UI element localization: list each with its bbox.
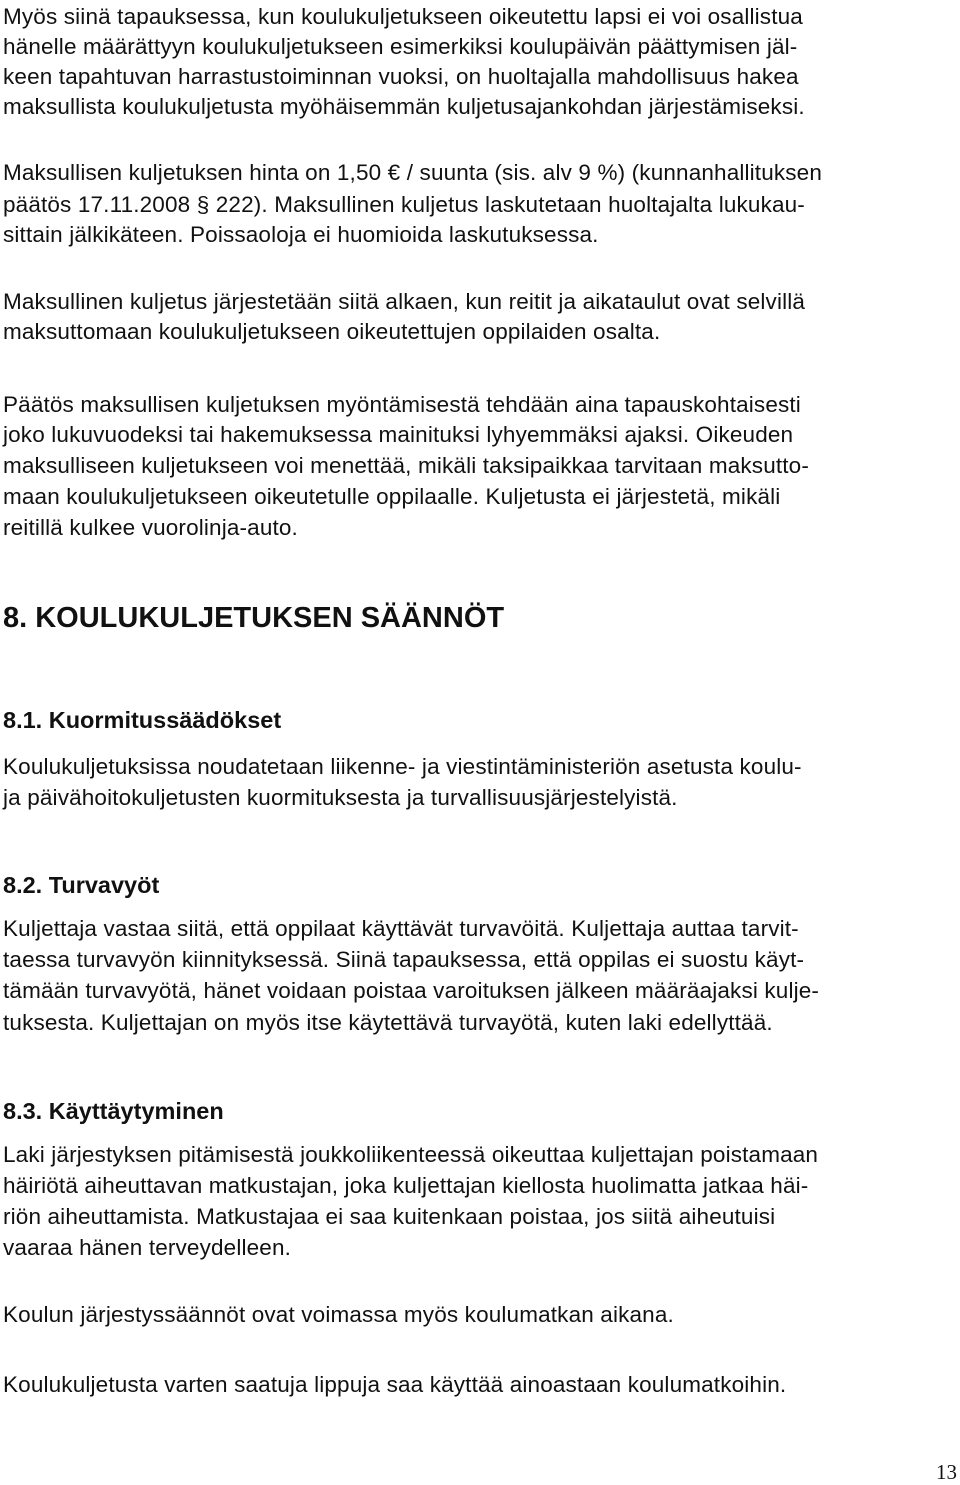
paragraph-line: Maksullisen kuljetuksen hinta on 1,50 € / suunta (sis. alv 9 %) (kunnanhallituksen — [3, 160, 822, 185]
paragraph-line: keen tapahtuvan harrastustoiminnan vuoksi, on huoltajalla mahdollisuus hakea — [3, 64, 799, 89]
paragraph-line: maksuttomaan koulukuljetukseen oikeutettujen oppilaiden osalta. — [3, 319, 661, 344]
paragraph-line: päätös 17.11.2008 § 222). Maksullinen kuljetus laskutetaan huoltajalta lukukau- — [3, 192, 805, 217]
paragraph-line: Päätös maksullisen kuljetuksen myöntämisestä tehdään aina tapauskohtaisesti — [3, 392, 801, 417]
paragraph-line: maksulliseen kuljetukseen voi menettää, mikäli taksipaikkaa tarvitaan maksutto- — [3, 453, 809, 478]
paragraph-line: tuksesta. Kuljettajan on myös itse käytettävä turvayötä, kuten laki edellyttää. — [3, 1010, 773, 1035]
paragraph-line: sittain jälkikäteen. Poissaoloja ei huomioida laskutuksessa. — [3, 222, 599, 247]
section-heading: 8. KOULUKULJETUKSEN SÄÄNNÖT — [3, 602, 505, 634]
paragraph-line: tämään turvavyötä, hänet voidaan poistaa varoituksen jälkeen määräajaksi kulje- — [3, 978, 820, 1003]
paragraph-line: Koulun järjestyssäännöt ovat voimassa myös koulumatkan aikana. — [3, 1302, 674, 1327]
subsection-heading: 8.3. Käyttäytyminen — [3, 1098, 224, 1124]
paragraph-line: häiriötä aiheuttavan matkustajan, joka kuljettajan kiellosta huolimatta jatkaa häi- — [3, 1173, 809, 1198]
page-number: 13 — [936, 1460, 957, 1484]
paragraph-line: Maksullinen kuljetus järjestetään siitä alkaen, kun reitit ja aikataulut ovat selvillä — [3, 289, 806, 314]
paragraph-line: Koulukuljetusta varten saatuja lippuja saa käyttää ainoastaan koulumatkoihin. — [3, 1372, 787, 1397]
paragraph-line: Myös siinä tapauksessa, kun koulukuljetukseen oikeutettu lapsi ei voi osallistua — [3, 4, 803, 29]
paragraph-line: Kuljettaja vastaa siitä, että oppilaat käyttävät turvavöitä. Kuljettaja auttaa tarvit- — [3, 916, 799, 941]
paragraph-line: maan koulukuljetukseen oikeutetulle oppilaalle. Kuljetusta ei järjestetä, mikäli — [3, 484, 781, 509]
paragraph-line: vaaraa hänen terveydelleen. — [3, 1235, 292, 1260]
subsection-heading: 8.1. Kuormitussäädökset — [3, 707, 282, 733]
paragraph-line: ja päivähoitokuljetusten kuormituksesta ja turvallisuusjärjestelyistä. — [3, 785, 678, 810]
paragraph-line: maksullista koulukuljetusta myöhäisemmän kuljetusajankohdan järjestämiseksi. — [3, 94, 805, 119]
paragraph-line: Laki järjestyksen pitämisestä joukkoliikenteessä oikeuttaa kuljettajan poistamaan — [3, 1142, 819, 1167]
paragraph-line: reitillä kulkee vuorolinja-auto. — [3, 515, 298, 540]
paragraph-line: hänelle määrättyyn koulukuljetukseen esimerkiksi koulupäivän päättymisen jäl- — [3, 34, 798, 59]
subsection-heading: 8.2. Turvavyöt — [3, 872, 160, 898]
paragraph-line: Koulukuljetuksissa noudatetaan liikenne- ja viestintäministeriön asetusta koulu- — [3, 754, 802, 779]
paragraph-line: joko lukuvuodeksi tai hakemuksessa mainituksi lyhyemmäksi ajaksi. Oikeuden — [3, 422, 794, 447]
paragraph-line: taessa turvavyön kiinnityksessä. Siinä tapauksessa, että oppilas ei suostu käyt- — [3, 947, 805, 972]
paragraph-line: riön aiheuttamista. Matkustajaa ei saa kuitenkaan poistaa, jos siitä aiheutuisi — [3, 1204, 776, 1229]
